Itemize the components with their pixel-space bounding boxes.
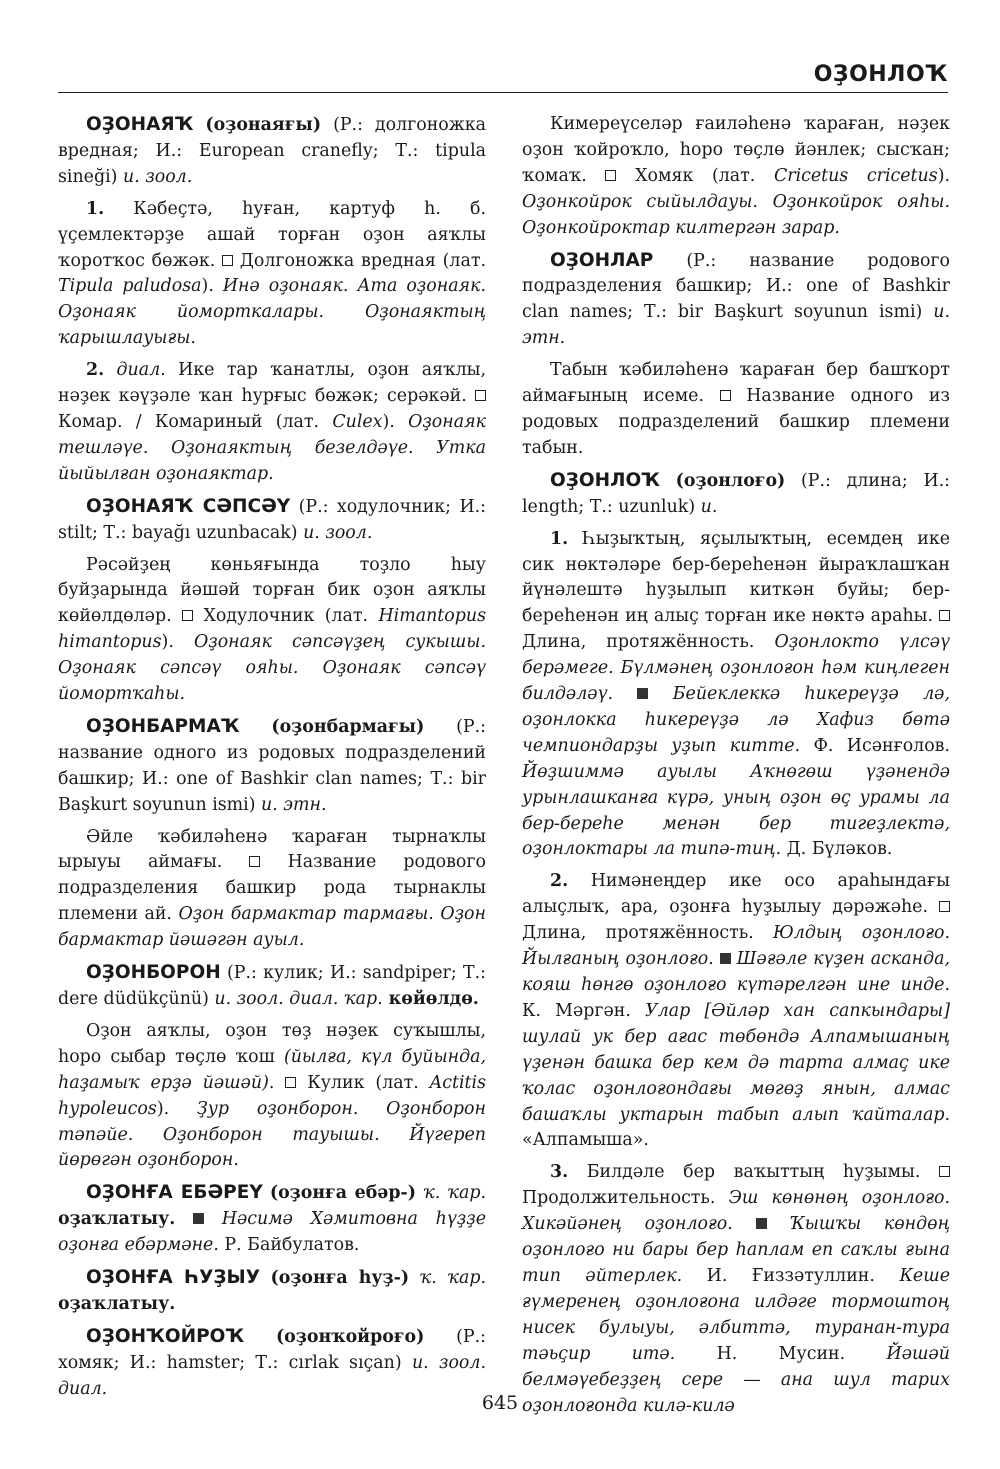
entry-ozonayak bbox=[58, 112, 486, 191]
examples: Оҙонаяк сәпсәүҙең сукышы. Оҙонаяк сәпсәү ояһы. Оҙонаяк сәпсәү йомортҡаһы. bbox=[58, 632, 487, 705]
russian-equivalent: Ходулочник (лат. bbox=[193, 606, 379, 627]
punct: ). bbox=[156, 1098, 197, 1119]
headword: ОҘОНҒА ҺУҘЫУ bbox=[86, 1267, 260, 1289]
square-marker-icon bbox=[939, 610, 950, 621]
russian-equivalent: Длина, протяжённость. bbox=[522, 923, 774, 944]
author: К. Мәргән. bbox=[522, 1000, 646, 1021]
headword: ОҘОНЛАР bbox=[550, 249, 654, 271]
russian-equivalent: Хомяк (лат. bbox=[616, 165, 774, 186]
translations: (Р.: название одного из родовых подразделений башкир; И.: one of Bashkir clan names; Т.: bir Başkurt soyunun ismi) bbox=[58, 716, 486, 815]
author: Ф. Исәнғолов. bbox=[800, 735, 950, 756]
definition: Табын ҡәбиләһенә ҡараған бер башҡорт аймағының исеме. bbox=[522, 360, 950, 407]
square-marker-icon bbox=[939, 1166, 950, 1177]
dialect-label: диал. bbox=[104, 360, 166, 381]
punct: ). bbox=[382, 411, 409, 432]
headword-form: (оҙонлоғо) bbox=[675, 470, 786, 491]
author: Н. Мусин. bbox=[675, 1343, 887, 1364]
examples: Оҙон бармактар тармағы. Оҙон бармактар йәшәгән ауыл. bbox=[58, 904, 486, 951]
black-square-marker-icon bbox=[637, 688, 648, 699]
quotation: Йөҙшиммә ауылы Аҡнөгөш үҙәнендә урынлашканға күрә, уның оҙон өҫ урамы ла бер-береһе менән бер тигеҙлектә, оҙонлоктары ла типә-тиң. bbox=[522, 761, 950, 860]
translations: (Р.: кулик; И.: sandpiper; Т.: dere düdükçünü) bbox=[58, 963, 486, 1009]
definition: Ике тар ҡанатлы, оҙон аяҡлы, нәҙек кәүҙәле ҡан һурғыс бөжәк; серәкәй. bbox=[58, 360, 486, 407]
punct: ). bbox=[161, 632, 194, 653]
examples: Ҙур оҙонборон. Оҙонборон тәпәйе. Оҙонборон тауышы. Йүгереп йөрөгән оҙонборон. bbox=[58, 1098, 486, 1171]
square-marker-icon bbox=[475, 390, 486, 401]
punct: ). bbox=[937, 165, 951, 186]
square-marker-icon bbox=[285, 1077, 296, 1088]
entry-ozonboron bbox=[58, 960, 486, 1013]
square-marker-icon bbox=[249, 856, 260, 867]
black-square-marker-icon bbox=[193, 1213, 204, 1224]
author: И. Ғиззәтуллин. bbox=[682, 1265, 900, 1286]
page-number: 645 bbox=[481, 1392, 519, 1414]
entry-sense-3 bbox=[522, 1160, 950, 1419]
entry-ozonayak-sapsau bbox=[58, 494, 486, 547]
headword: ОҘОНҠОЙРОҠ bbox=[86, 1325, 245, 1347]
russian-equivalent: Название одного из родовых подразделений башкир племени табын. bbox=[522, 386, 950, 458]
square-marker-icon bbox=[939, 901, 950, 912]
entry-ozonkoyrok bbox=[58, 1324, 486, 1403]
entry-definition bbox=[58, 825, 486, 955]
grammar-label: ҡ. ҡар. bbox=[415, 1183, 486, 1204]
left-column bbox=[58, 112, 486, 1409]
russian-equivalent: Кулик (лат. bbox=[296, 1072, 430, 1093]
square-marker-icon bbox=[720, 390, 731, 401]
grammar-label: и. зоол. bbox=[303, 522, 373, 543]
sense-number: 2. bbox=[550, 871, 569, 892]
punct: . bbox=[268, 1072, 286, 1093]
definition: Нимәнеңдер ике осо араһындағы алыҫлыҡ, ара, оҙонға һуҙылыу дәрәжәһе. bbox=[522, 871, 950, 918]
examples: Юлдың оҙонлоғо. Йылғаның оҙонлоғо. bbox=[522, 923, 951, 970]
sense-number: 3. bbox=[550, 1162, 569, 1183]
square-marker-icon bbox=[222, 255, 233, 266]
black-square-marker-icon bbox=[756, 1218, 767, 1229]
grammar-label: и. этн. bbox=[261, 794, 327, 815]
grammar-label: и. зоол. диал. ҡар. bbox=[214, 989, 383, 1009]
quotation: Улар [Әйләр хан сапкындары] шулай ук бер ағас төбөндә Алпамышаның үҙенән башка бер кем дә тарта алмаҫ ике ҡолас оҙонлоғондағы мөгөҙ янын, алмас башаҡлы уктарын табып алып ҡайталар. bbox=[522, 1000, 950, 1125]
translations: (Р.: название родового подразделения башкир; И.: one of Bashkir clan names; Т.: bir Başkurt soyunun ismi) bbox=[522, 250, 950, 323]
examples: Эш көнөнөң оҙонлоғо. Хикәйәнең оҙонлоғо. bbox=[522, 1188, 950, 1235]
quotation: Кеше ғүмеренең оҙонлоғона илдәге тормоштоң нисек булыуы, әлбиттә, туранан-тура тәьҫир итә. bbox=[522, 1265, 950, 1364]
translations: (Р.: длина; И.: length; Т.: uzunluk) bbox=[522, 470, 950, 517]
headword: ОҘОНҒА ЕБӘРЕҮ bbox=[86, 1182, 263, 1204]
entry-definition bbox=[58, 553, 486, 708]
sense-number: 2. bbox=[86, 360, 105, 381]
translations: (Р.: хомяк; И.: hamster; Т.: cırlak sıçan) bbox=[58, 1326, 487, 1373]
definition: Кимереүселәр ғаиләһенә ҡараған, нәҙек оҙон ҡойроҡло, һоро төҫлө йәнлек; сысҡан; ҡомаҡ. bbox=[522, 114, 950, 186]
author: Д. Бүләков. bbox=[781, 839, 893, 860]
headword: ОҘОНБАРМАҠ bbox=[86, 715, 240, 737]
quotation: Бейеклеккә һикереүҙә лә, оҙонлокка һикереүҙә лә Хафиз бөтә чемпиондарҙы уҙып китте. bbox=[522, 684, 950, 756]
entry-ozonlok bbox=[522, 468, 950, 521]
russian-equivalent: Название родового подразделения башкир рода тырнаклы племени ай. bbox=[58, 852, 486, 925]
entry-sense-1 bbox=[522, 527, 950, 864]
sense-number: 1. bbox=[86, 198, 105, 219]
quotation: Ҡышҡы көндөң оҙонлоғо ни бары бер һаплам еп саҡлы ғына тип әйтерлек. bbox=[522, 1214, 951, 1286]
parenthetical: (йылға, күл буйында, һаҙамыҡ ерҙә йәшәй) bbox=[58, 1046, 486, 1093]
black-square-marker-icon bbox=[720, 953, 731, 964]
definition: Әйле ҡәбиләһенә ҡараған тырнаҡлы ырыуы аймағы. bbox=[58, 826, 486, 873]
entry-sense-2 bbox=[522, 869, 950, 1154]
russian-equivalent: Комар. / Комариный (лат. bbox=[58, 411, 333, 432]
headword-form: (оҙонға ебәр-) bbox=[269, 1183, 416, 1204]
latin-name: Himantopus himantopus bbox=[58, 606, 487, 653]
entry-definition bbox=[522, 112, 950, 242]
examples: Оҙонаяк тешләүе. Оҙонаяктың безелдәүе. Утка йыйылған оҙонаяктар. bbox=[58, 411, 486, 484]
definition: Билдәле бер ваҡыттың һуҙымы. bbox=[568, 1162, 939, 1183]
russian-equivalent: Продолжительность. bbox=[522, 1188, 729, 1209]
cross-reference: оҙаҡлатыу. bbox=[58, 1209, 176, 1230]
running-head: ОҘОНЛОҠ bbox=[813, 62, 948, 87]
cross-reference: көйөлдө. bbox=[382, 989, 479, 1009]
definition: Рәсәйҙең көньяғында тоҙло һыу буйҙарында йәшәй торған бик оҙон аяҡлы көйөлдөләр. bbox=[58, 554, 486, 627]
translations: (Р.: долгоножка вредная; И.: European cranefly; Т.: tipula sineği) bbox=[58, 115, 486, 187]
grammar-label: ҡ. ҡар. bbox=[409, 1268, 486, 1289]
examples: Инә оҙонаяк. Ата оҙонаяк. Оҙонаяк йоморткалары. Оҙонаяктың ҡарышлауығы. bbox=[58, 276, 486, 349]
headword-form: (оҙонҡойроғо) bbox=[275, 1326, 425, 1347]
page-header bbox=[58, 54, 948, 93]
headword-form: (оҙонаяғы) bbox=[205, 115, 322, 135]
quotation: Шәғәле күҙен асканда, кояш һөнгө оҙонлоғо күтәрелгән ине инде. bbox=[522, 949, 950, 995]
definition: Һыҙыҡтың, яҫылыҡтың, есемдең ике сик нөктәләре бер-береһенән йыраҡлашҡан йүнәлештә һуҙылып киткән буйы; бер-береһенән иң алыҫ торған ике нөктә араһы. bbox=[522, 528, 950, 627]
cross-reference: оҙаҡлатыу. bbox=[58, 1293, 176, 1314]
headword: ОҘОНАЯҠ bbox=[86, 114, 194, 135]
entry-ozonga-ebareu bbox=[58, 1180, 486, 1259]
headword-form: (оҙонға һуҙ-) bbox=[270, 1268, 410, 1289]
square-marker-icon bbox=[605, 170, 616, 181]
right-column bbox=[522, 112, 950, 1425]
entry-ozonlar bbox=[522, 248, 950, 353]
grammar-label: и. зоол. bbox=[123, 166, 193, 187]
latin-name: Actitis hypoleucos bbox=[58, 1072, 486, 1119]
punct: ). bbox=[201, 276, 223, 297]
headword: ОҘОНБОРОН bbox=[86, 962, 221, 984]
grammar-label: и. зоол. диал. bbox=[58, 1352, 486, 1399]
examples: Оҙонлокто үлсәү берәмеге. Бүлмәнең оҙонлоғон һәм киңлеген билдәләү. bbox=[522, 632, 950, 705]
definition: Оҙон аяҡлы, оҙон төҙ нәҙек суҡышлы, һоро сыбар төҫлө ҡош bbox=[58, 1020, 486, 1067]
entry-definition bbox=[522, 358, 950, 462]
russian-equivalent: Длина, протяжённость. bbox=[522, 632, 775, 653]
quotation: Нәсимә Хәмитовна һүҙҙе оҙонға ебәрмәне. bbox=[58, 1209, 487, 1256]
quotation: Йәшәй белмәүебеҙҙең сере — ана шул тарих оҙонлоғонда килә-килә bbox=[522, 1343, 950, 1416]
headword-form: (оҙонбармағы) bbox=[271, 716, 425, 737]
headword: ОҘОНЛОҠ bbox=[550, 469, 660, 491]
latin-name: Cricetus cricetus bbox=[773, 165, 938, 186]
definition: Кәбеҫтә, һуған, картуф һ. б. үҫемлектәрҙе ашай торған оҙон аяҡлы ҡоротҡос бөжәк. bbox=[58, 198, 486, 271]
latin-name: Tipula paludosa bbox=[58, 276, 202, 297]
entry-ozonbarmak bbox=[58, 714, 486, 819]
translations: (Р.: ходулочник; И.: stilt; Т.: bayağı uzunbacak) bbox=[58, 496, 486, 543]
author: «Алпамыша». bbox=[522, 1130, 649, 1151]
latin-name: Culex bbox=[332, 411, 383, 432]
entry-definition bbox=[58, 1019, 486, 1174]
grammar-label: и. bbox=[700, 496, 718, 517]
sense-number: 1. bbox=[550, 528, 569, 549]
author: Р. Байбулатов. bbox=[218, 1235, 360, 1256]
russian-equivalent: Долгоножка вредная (лат. bbox=[232, 250, 486, 271]
grammar-label: и. этн. bbox=[522, 302, 950, 349]
entry-sense-1 bbox=[58, 197, 486, 352]
square-marker-icon bbox=[182, 610, 193, 621]
examples: Оҙонкойрок сыйылдауы. Оҙонкойрок ояһы. Оҙонкойроктар килтергән зарар. bbox=[522, 191, 950, 238]
entry-ozonga-huzyu bbox=[58, 1265, 486, 1318]
entry-sense-2 bbox=[58, 358, 486, 488]
headword: ОҘОНАЯҠ СӘПСӘҮ bbox=[86, 495, 291, 517]
